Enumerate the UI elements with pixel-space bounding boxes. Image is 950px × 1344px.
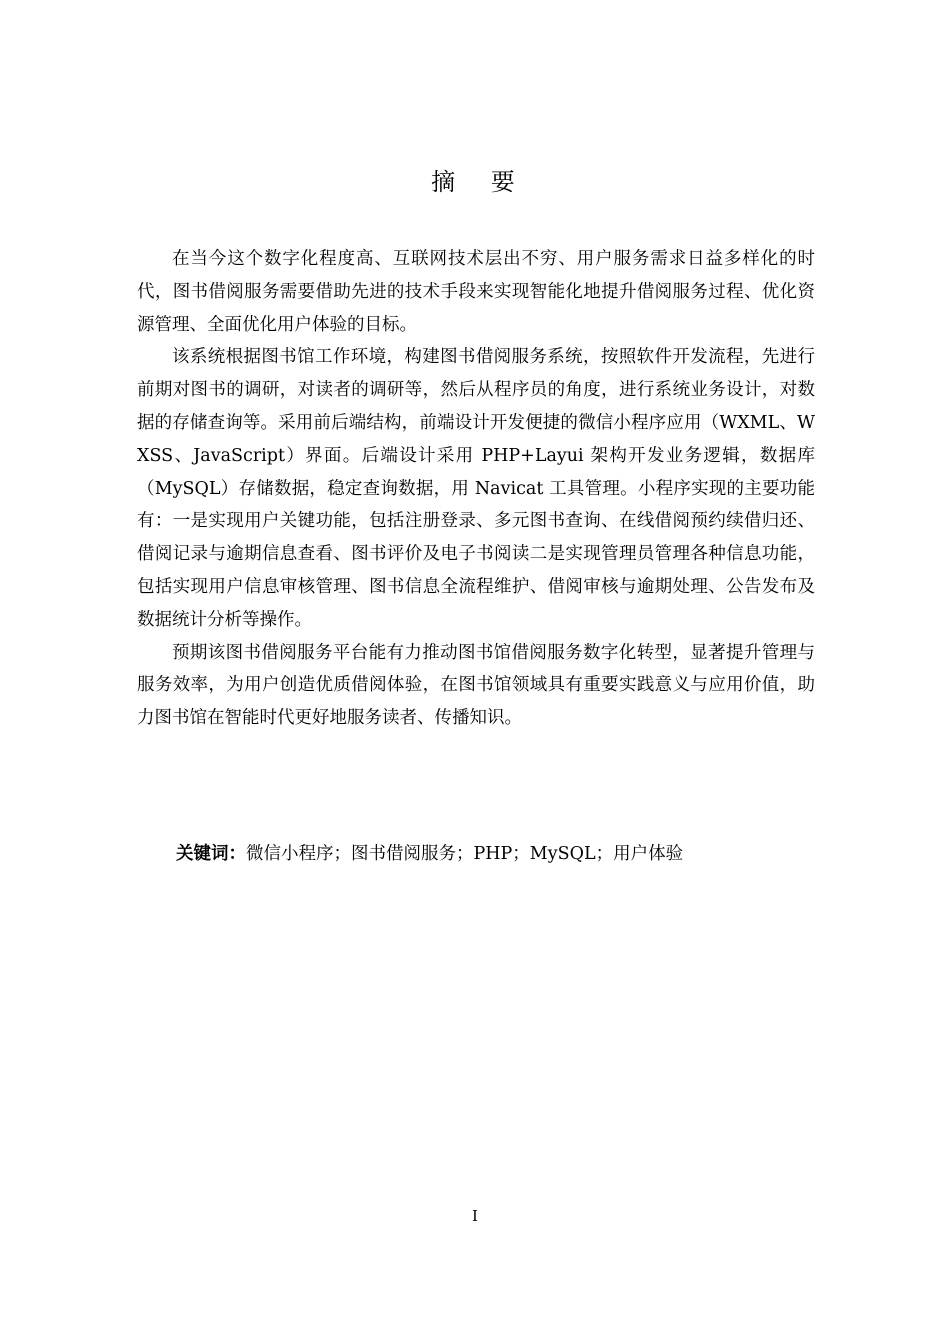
abstract-body [137, 243, 815, 735]
abstract-paragraph-3: 预期该图书借阅服务平台能有力推动图书馆借阅服务数字化转型，显著提升管理与服务效率，为用户创造优质借阅体验，在图书馆领域具有重要实践意义与应用价值，助力图书馆在智能时代更好地服务读者、传播知识。 [137, 642, 815, 729]
abstract-paragraph-2: 该系统根据图书馆工作环境，构建图书借阅服务系统，按照软件开发流程，先进行前期对图书的调研，对读者的调研等，然后从程序员的角度，进行系统业务设计，对数据的存储查询等。采用前后端结构，前端设计开发便捷的微信小程序应用（WXML、WXSS、JavaScript）界面。后端设计采用 PHP+Layui 架构开发业务逻辑，数据库（MySQL）存储数据，稳定查询数据，用 Navicat 工具管理。小程序实现的主要功能有：一是实现用户关键功能，包括注册登录、多元图书查询、在线借阅预约续借归还、借阅记录与逾期信息查看、图书评价及电子书阅读二是实现管理员管理各种信息功能，包括实现用户信息审核管理、图书信息全流程维护、借阅审核与逾期处理、公告发布及数据统计分析等操作。 [137, 347, 815, 630]
page-number: I [472, 1207, 478, 1225]
keywords-line [176, 839, 816, 869]
keywords-list: 微信小程序；图书借阅服务；PHP；MySQL；用户体验 [246, 844, 684, 864]
keywords-label: 关键词： [176, 844, 246, 864]
abstract-paragraph-1: 在当今这个数字化程度高、互联网技术层出不穷、用户服务需求日益多样化的时代，图书借阅服务需要借助先进的技术手段来实现智能化地提升借阅服务过程、优化资源管理、全面优化用户体验的目标。 [137, 249, 815, 335]
abstract-title: 摘 要 [431, 168, 529, 196]
